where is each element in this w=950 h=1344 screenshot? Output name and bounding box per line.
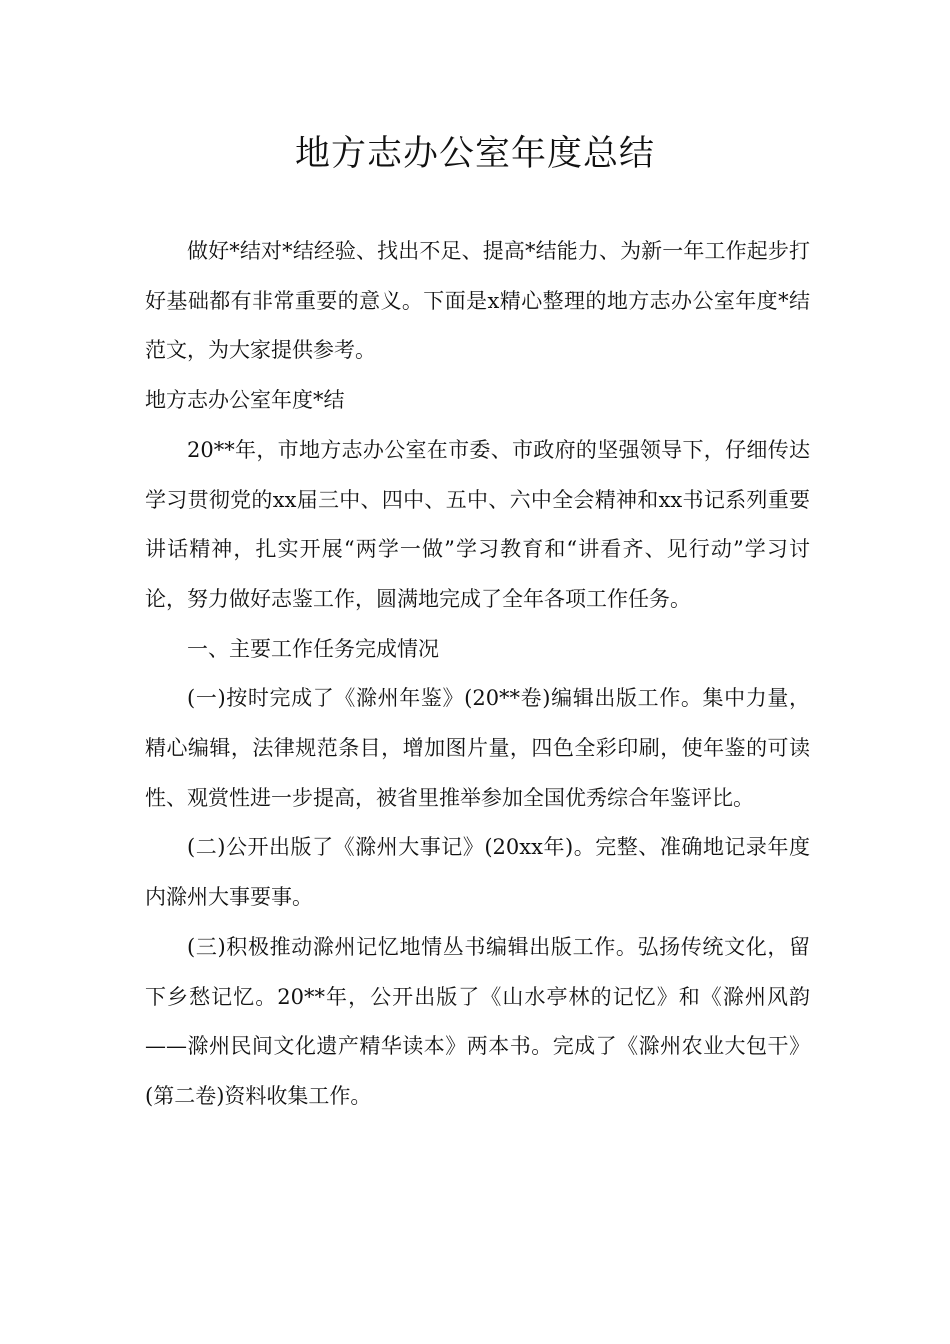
section-heading: 一、主要工作任务完成情况 (187, 636, 439, 661)
item-paragraph-3: (三)积极推动滁州记忆地情丛书编辑出版工作。弘扬传统文化，留下乡愁记忆。20**年，公开出版了《山水亭林的记忆》和《滁州风韵——滁州民间文化遗产精华读本》两本书。完成了《滁州农业大包干》(第二卷)资料收集工作。 (145, 934, 810, 1108)
summary-paragraph: 20**年，市地方志办公室在市委、市政府的坚强领导下，仔细传达学习贯彻党的xx届三中、四中、五中、六中全会精神和xx书记系列重要讲话精神，扎实开展“两学一做”学习教育和“讲看齐、见行动”学习讨论，努力做好志鉴工作，圆满地完成了全年各项工作任务。 (145, 437, 810, 611)
section-subtitle: 地方志办公室年度*结 (145, 388, 345, 413)
item-paragraph-2: (二)公开出版了《滁州大事记》(20xx年)。完整、准确地记录年度内滁州大事要事。 (145, 835, 810, 910)
document-title: 地方志办公室年度总结 (294, 134, 655, 174)
item-paragraph-1: (一)按时完成了《滁州年鉴》(20**卷)编辑出版工作。集中力量，精心编辑，法律规范条目，增加图片量，四色全彩印刷，使年鉴的可读性、观赏性进一步提高，被省里推举参加全国优秀综合年鉴评比。 (145, 686, 810, 810)
document-body (145, 227, 810, 1122)
intro-paragraph: 做好*结对*结经验、找出不足、提高*结能力、为新一年工作起步打好基础都有非常重要的意义。下面是x精心整理的地方志办公室年度*结范文，为大家提供参考。 (145, 239, 810, 363)
